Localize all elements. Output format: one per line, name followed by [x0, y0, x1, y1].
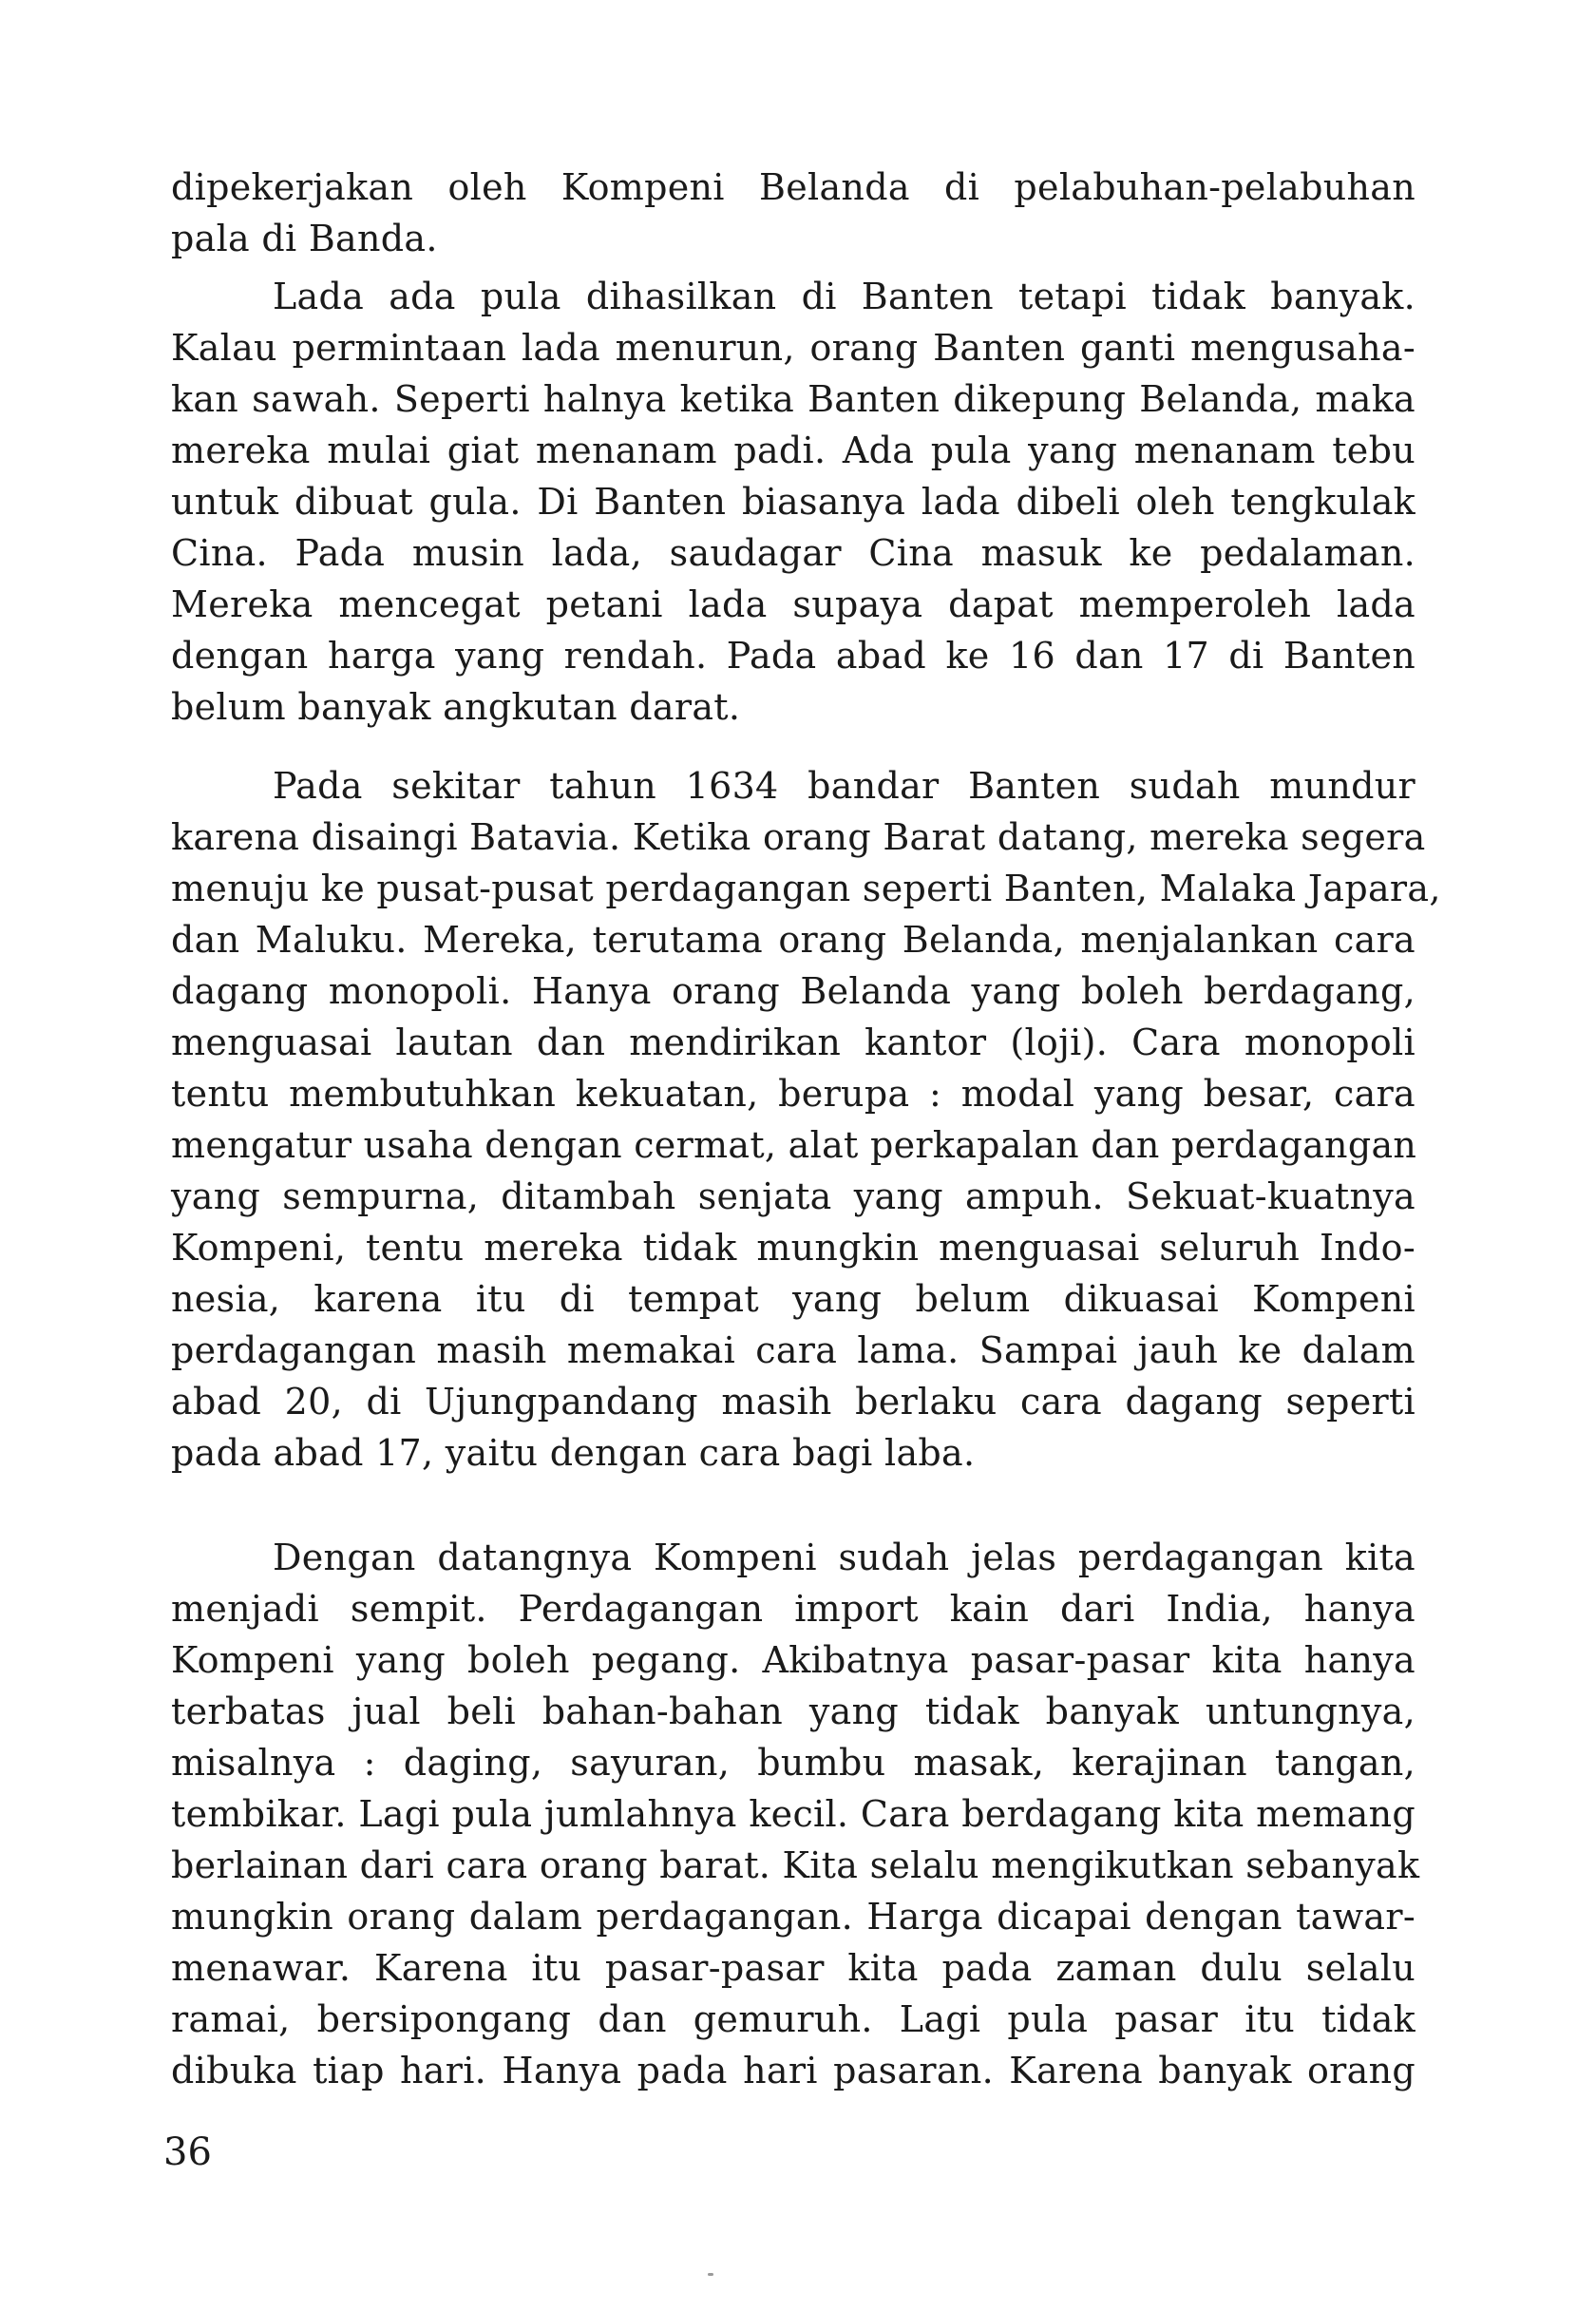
text-line: misalnya : daging, sayuran, bumbu masak, kerajinan tangan, — [171, 1742, 1416, 1784]
text-line: Pada sekitar tahun 1634 bandar Banten sudah mundur — [273, 765, 1416, 807]
text-line: pada abad 17, yaitu dengan cara bagi laba. — [171, 1432, 976, 1474]
text-line: terbatas jual beli bahan-bahan yang tidak banyak untungnya, — [171, 1690, 1416, 1732]
text-line: perdagangan masih memakai cara lama. Sampai jauh ke dalam — [171, 1329, 1416, 1371]
text-line: dipekerjakan oleh Kompeni Belanda di pelabuhan-pelabuhan — [171, 166, 1416, 208]
text-line: dagang monopoli. Hanya orang Belanda yang boleh berdagang, — [171, 970, 1416, 1012]
text-line: karena disaingi Batavia. Ketika orang Barat datang, mereka segera — [171, 816, 1426, 858]
text-line: tembikar. Lagi pula jumlahnya kecil. Cara berdagang kita memang — [171, 1793, 1416, 1835]
text-line: mereka mulai giat menanam padi. Ada pula yang menanam tebu — [171, 430, 1416, 471]
text-line: berlainan dari cara orang barat. Kita selalu mengikutkan sebanyak — [171, 1844, 1420, 1886]
text-line: pala di Banda. — [171, 218, 438, 259]
text-line: menguasai lautan dan mendirikan kantor (loji). Cara monopoli — [171, 1022, 1416, 1063]
scan-speck — [708, 2273, 713, 2276]
page-number: 36 — [163, 2130, 212, 2174]
text-line: nesia, karena itu di tempat yang belum dikuasai Kompeni — [171, 1278, 1416, 1320]
text-line: ramai, bersipongang dan gemuruh. Lagi pula pasar itu tidak — [171, 1998, 1416, 2040]
paragraph-continuation — [171, 162, 1416, 264]
text-line: dengan harga yang rendah. Pada abad ke 16 dan 17 di Banten — [171, 635, 1416, 677]
text-line: Kompeni yang boleh pegang. Akibatnya pasar-pasar kita hanya — [171, 1639, 1416, 1681]
text-line: Kalau permintaan lada menurun, orang Banten ganti mengusaha- — [171, 327, 1416, 369]
paragraph-monopoli — [171, 760, 1441, 1479]
paragraph-lada-banten — [171, 271, 1416, 733]
text-line: dibuka tiap hari. Hanya pada hari pasaran. Karena banyak orang — [171, 2050, 1416, 2091]
text-line: mengatur usaha dengan cermat, alat perkapalan dan perdagangan — [171, 1124, 1417, 1166]
text-line: menjadi sempit. Perdagangan import kain dari India, hanya — [171, 1588, 1416, 1630]
text-line: abad 20, di Ujungpandang masih berlaku cara dagang seperti — [171, 1381, 1416, 1423]
text-line: Lada ada pula dihasilkan di Banten tetapi tidak banyak. — [273, 276, 1416, 317]
text-line: menuju ke pusat-pusat perdagangan seperti Banten, Malaka Japara, — [171, 868, 1441, 909]
text-line: mungkin orang dalam perdagangan. Harga dicapai dengan tawar- — [171, 1896, 1416, 1938]
text-line: menawar. Karena itu pasar-pasar kita pada zaman dulu selalu — [171, 1947, 1416, 1989]
text-line: tentu membutuhkan kekuatan, berupa : modal yang besar, cara — [171, 1073, 1416, 1115]
text-line: yang sempurna, ditambah senjata yang ampuh. Sekuat-kuatnya — [171, 1175, 1416, 1217]
text-line: Cina. Pada musin lada, saudagar Cina masuk ke pedalaman. — [171, 532, 1416, 574]
text-line: Mereka mencegat petani lada supaya dapat memperoleh lada — [171, 583, 1416, 625]
text-line: Kompeni, tentu mereka tidak mungkin menguasai seluruh Indo- — [171, 1227, 1416, 1269]
paragraph-kompeni-pasar — [171, 1532, 1420, 2096]
text-line: belum banyak angkutan darat. — [171, 686, 741, 728]
text-line: dan Maluku. Mereka, terutama orang Belanda, menjalankan cara — [171, 919, 1416, 961]
text-line: Dengan datangnya Kompeni sudah jelas perdagangan kita — [273, 1537, 1416, 1578]
text-line: untuk dibuat gula. Di Banten biasanya lada dibeli oleh tengkulak — [171, 481, 1416, 523]
text-line: kan sawah. Seperti halnya ketika Banten dikepung Belanda, maka — [171, 378, 1416, 420]
